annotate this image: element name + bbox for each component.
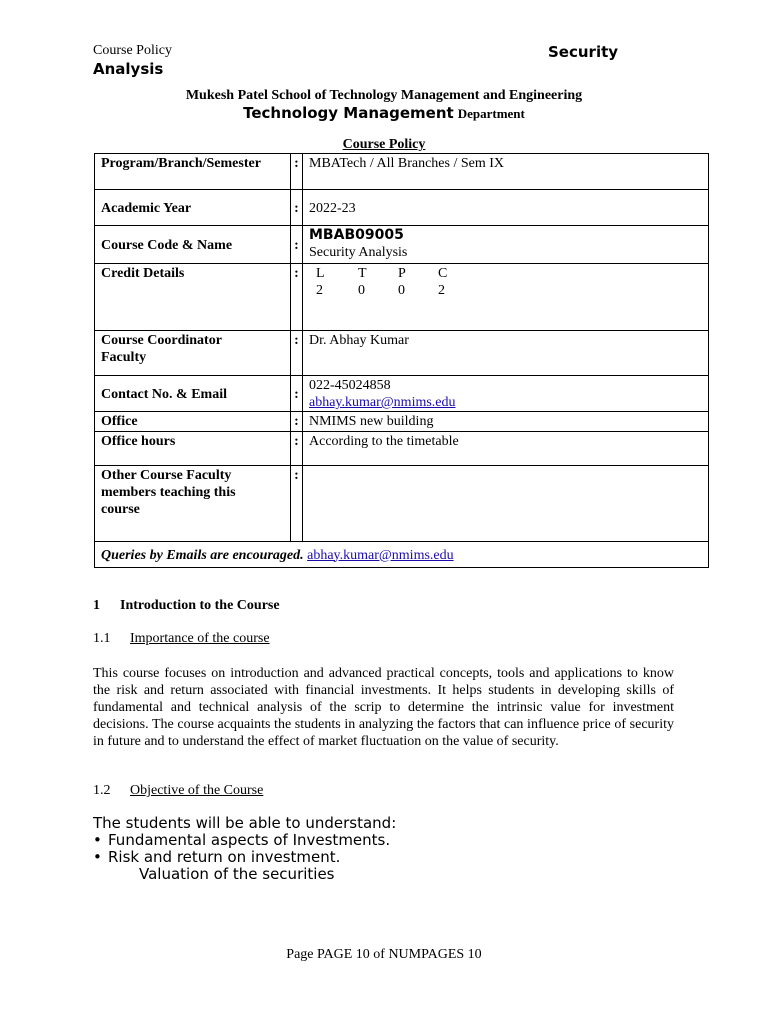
credit-value-c: 2 [438,283,445,298]
table-row [95,190,709,226]
contact-label: Contact No. & Email [95,376,291,412]
section-1-2-title: Objective of the Course [130,783,264,798]
credit-header-l: L [316,266,325,281]
colon: : [291,264,303,331]
contact-value [303,376,709,412]
list-item-text: Risk and return on investment. [108,848,341,866]
section-1-1-number: 1.1 [93,631,111,646]
importance-paragraph: This course focuses on introduction and advanced practical concepts, tools and applications to know the risk and return associated with financial investments. It helps students in developing skills of fundamental and technical analysis of the scrip to determine the intrinsic value for investment decisions. The course acquaints the students in analyzing the factors that can influence price of security in future and to understand the effect of market fluctuation on the value of security. [93,666,674,749]
policy-title: Course Policy [342,137,426,152]
colon: : [291,154,303,190]
header-right-text: Security [548,43,619,61]
colon: : [291,432,303,466]
table-row [95,432,709,466]
department-line [0,104,768,123]
colon: : [291,466,303,542]
course-code: MBAB09005 [309,227,404,243]
queries-row [95,542,709,568]
year-value: 2022-23 [303,190,709,226]
coordinator-label [95,331,291,376]
other-faculty-label-line1: Other Course Faculty [101,468,232,483]
list-item [93,849,396,866]
table-row [95,412,709,432]
credit-value-l: 2 [316,283,323,298]
queries-text: Queries by Emails are encouraged. [101,547,304,563]
school-name: Mukesh Patel School of Technology Management and Engineering [185,88,583,103]
section-1-1-title: Importance of the course [130,631,270,646]
section-1-number: 1 [93,598,100,613]
colon: : [291,190,303,226]
page-footer: Page PAGE 10 of NUMPAGES 10 [286,947,482,962]
other-faculty-label-line3: course [101,502,140,517]
program-label: Program/Branch/Semester [95,154,291,190]
credit-value-t: 0 [358,283,365,298]
table-row [95,542,709,568]
office-value: NMIMS new building [303,412,709,432]
hours-value: According to the timetable [303,432,709,466]
queries-email-link[interactable]: abhay.kumar@nmims.edu [307,547,454,563]
other-faculty-label-line2: members teaching this [101,485,236,500]
colon: : [291,331,303,376]
section-1-heading [93,598,280,614]
credit-header-t: T [358,266,367,281]
hours-label: Office hours [95,432,291,466]
section-1-2-number: 1.2 [93,783,111,798]
credit-value [303,264,709,331]
program-value: MBATech / All Branches / Sem IX [303,154,709,190]
table-row [95,264,709,331]
list-item [93,832,396,849]
year-label: Academic Year [95,190,291,226]
section-1-2-heading [93,783,263,799]
colon: : [291,226,303,264]
section-1-1-heading [93,631,270,647]
coordinator-value: Dr. Abhay Kumar [303,331,709,376]
table-row [95,226,709,264]
other-faculty-value [303,466,709,542]
other-faculty-label [95,466,291,542]
course-name: Security Analysis [309,245,408,260]
course-label: Course Code & Name [95,226,291,264]
credit-value-p: 0 [398,283,405,298]
coordinator-label-line2: Faculty [101,350,147,365]
contact-phone: 022-45024858 [309,378,391,393]
table-row [95,331,709,376]
header-left-text: Course Policy [93,43,172,58]
credit-label: Credit Details [95,264,291,331]
list-item-text: Fundamental aspects of Investments. [108,831,391,849]
header-second-line: Analysis [93,60,164,78]
contact-email-link[interactable]: abhay.kumar@nmims.edu [309,395,456,410]
credit-header-c: C [438,266,448,281]
office-label: Office [95,412,291,432]
credit-grid [316,265,702,299]
objectives-intro: The students will be able to understand: [93,814,397,832]
table-row [95,466,709,542]
colon: : [291,376,303,412]
department-name: Technology Management [243,104,454,122]
bullet-icon: • [93,848,102,866]
course-value [303,226,709,264]
colon: : [291,412,303,432]
objectives-list [93,832,396,866]
table-row [95,154,709,190]
objectives-indented-item: Valuation of the securities [139,865,335,883]
bullet-icon: • [93,831,102,849]
table-row [95,376,709,412]
coordinator-label-line1: Course Coordinator [101,333,222,348]
department-suffix: Department [457,106,525,121]
course-policy-table [94,153,709,568]
objectives-block [93,815,396,883]
credit-header-p: P [398,266,406,281]
section-1-title: Introduction to the Course [120,598,280,613]
